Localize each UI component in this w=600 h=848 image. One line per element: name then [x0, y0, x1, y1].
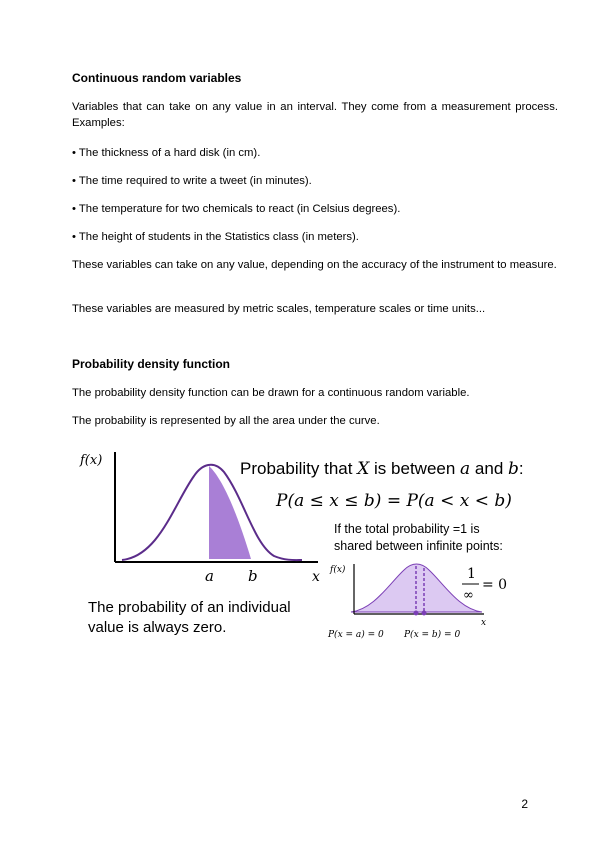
a-label: a	[205, 567, 214, 585]
fraction-result: = 0	[482, 577, 508, 593]
y-axis-label: f(x)	[80, 453, 103, 468]
inset-x-label: x	[481, 618, 487, 628]
pa-zero-label: P(x = a) = 0	[328, 630, 384, 640]
section-heading-continuous: Continuous random variables	[72, 71, 242, 85]
inset-point-a	[414, 611, 419, 616]
probability-formula: P(a ≤ x ≤ b) = P(a < x < b)	[276, 491, 512, 511]
prob-b: b	[508, 459, 519, 479]
fraction-numerator: 1	[467, 566, 476, 582]
pb-zero-label: P(x = b) = 0	[404, 630, 461, 640]
probability-title	[240, 459, 524, 479]
individual-text-line-1: The probability of an individual	[88, 599, 291, 616]
example-item: • The temperature for two chemicals to react (in Celsius degrees).	[72, 203, 401, 215]
prob-and: and	[474, 459, 504, 478]
prob-var: X	[357, 459, 370, 479]
page-number: 2	[521, 797, 528, 811]
scales-paragraph: These variables are measured by metric scales, temperature scales or time units...	[72, 303, 486, 315]
total-text-line-1: If the total probability =1 is	[334, 522, 480, 536]
prob-mid: is between	[374, 459, 456, 478]
example-item: • The thickness of a hard disk (in cm).	[72, 147, 261, 159]
prob-a: a	[460, 459, 471, 479]
section-heading-pdf: Probability density function	[72, 357, 231, 371]
pdf-paragraph-1: The probability density function can be drawn for a continuous random variable.	[72, 387, 470, 399]
accuracy-paragraph: These variables can take on any value, depending on the accuracy of the instrument to measure.	[72, 259, 557, 271]
prob-colon: :	[518, 459, 524, 478]
total-text-line-2: shared between infinite points:	[334, 539, 503, 553]
example-item: • The time required to write a tweet (in minutes).	[72, 175, 312, 187]
pdf-figure	[74, 444, 544, 649]
intro-paragraph: Variables that can take on any value in an interval. They come from a measurement process. Examples:	[72, 101, 558, 129]
pdf-figure-svg	[74, 444, 544, 649]
x-axis-label: x	[312, 569, 320, 585]
fraction-denominator: ∞	[463, 588, 474, 603]
b-label: b	[248, 567, 258, 585]
pdf-paragraph-2: The probability is represented by all the area under the curve.	[72, 415, 380, 427]
inset-y-label: f(x)	[330, 565, 346, 575]
example-item: • The height of students in the Statistics class (in meters).	[72, 231, 359, 243]
inset-point-b	[422, 611, 427, 616]
prob-prefix: Probability that	[240, 459, 353, 478]
individual-text-line-2: value is always zero.	[88, 619, 227, 636]
